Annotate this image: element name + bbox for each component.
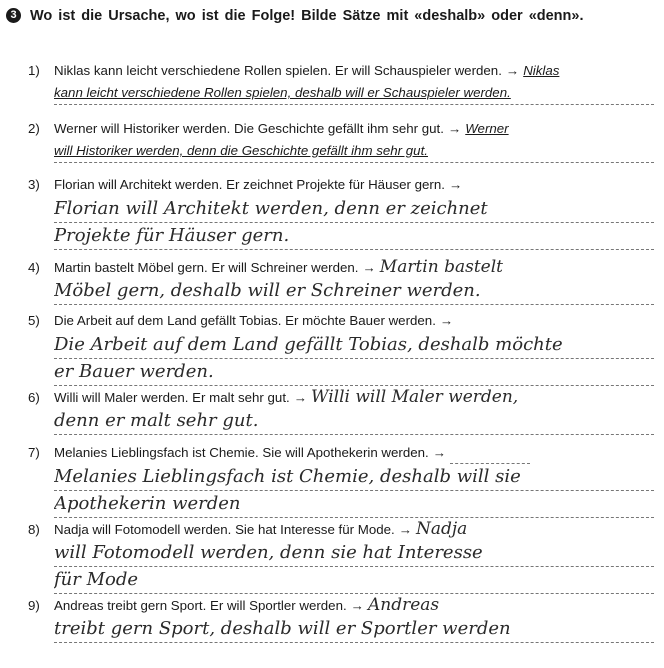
exercise-number: 1) bbox=[28, 63, 40, 78]
exercise-prompt: Andreas treibt gern Sport. Er will Sportler werden. bbox=[54, 598, 347, 613]
answer-line: Projekte für Häuser gern. bbox=[54, 223, 654, 250]
exercise-number: 5) bbox=[28, 313, 40, 328]
answer-line: will Historiker werden, denn die Geschichte gefällt ihm sehr gut. bbox=[54, 140, 654, 163]
exercise-number: 4) bbox=[28, 260, 40, 275]
answer-start: Andreas bbox=[367, 595, 440, 615]
answer-start: Willi will Maler werden, bbox=[311, 387, 519, 407]
arrow-icon: → bbox=[398, 522, 413, 537]
exercise-prompt: Die Arbeit auf dem Land gefällt Tobias. Er möchte Bauer werden. bbox=[54, 313, 436, 328]
exercise-prompt: Nadja will Fotomodell werden. Sie hat Interesse für Mode. bbox=[54, 522, 395, 537]
exercise-number: 3) bbox=[28, 177, 40, 192]
answer-start: Werner bbox=[465, 121, 509, 136]
answer-start: Martin bastelt bbox=[379, 257, 503, 277]
exercise-number: 2) bbox=[28, 121, 40, 136]
task-number-badge: 3 bbox=[6, 8, 21, 23]
answer-line: Apothekerin werden bbox=[54, 491, 654, 518]
arrow-icon: → bbox=[439, 313, 454, 328]
exercise-number: 6) bbox=[28, 390, 40, 405]
arrow-icon: → bbox=[505, 63, 520, 78]
exercise-5 bbox=[28, 310, 654, 386]
task-instruction: Wo ist die Ursache, wo ist die Folge! Bilde Sätze mit «deshalb» oder «denn». bbox=[30, 8, 584, 24]
exercise-prompt: Willi will Maler werden. Er malt sehr gut. bbox=[54, 390, 290, 405]
answer-line: will Fotomodell werden, denn sie hat Interesse bbox=[54, 540, 654, 567]
arrow-icon: → bbox=[448, 177, 463, 192]
arrow-icon: → bbox=[432, 445, 447, 460]
exercise-prompt: Werner will Historiker werden. Die Geschichte gefällt ihm sehr gut. bbox=[54, 121, 444, 136]
answer-line: für Mode bbox=[54, 567, 654, 594]
exercise-6 bbox=[28, 386, 654, 435]
answer-line: Florian will Architekt werden, denn er zeichnet bbox=[54, 196, 654, 223]
exercise-2 bbox=[28, 118, 654, 163]
exercise-4 bbox=[28, 256, 654, 305]
exercise-number: 8) bbox=[28, 522, 40, 537]
exercise-number: 7) bbox=[28, 445, 40, 460]
arrow-icon: → bbox=[447, 121, 462, 136]
answer-line: denn er malt sehr gut. bbox=[54, 408, 654, 435]
arrow-icon: → bbox=[293, 390, 308, 405]
exercise-prompt: Florian will Architekt werden. Er zeichnet Projekte für Häuser gern. bbox=[54, 177, 445, 192]
answer-line: kann leicht verschiedene Rollen spielen, deshalb will er Schauspieler werden. bbox=[54, 82, 654, 105]
exercise-prompt: Martin bastelt Möbel gern. Er will Schreiner werden. bbox=[54, 260, 359, 275]
answer-start: Niklas bbox=[523, 63, 560, 78]
exercise-3 bbox=[28, 174, 654, 250]
arrow-icon: → bbox=[362, 260, 376, 275]
exercise-8 bbox=[28, 518, 654, 594]
answer-line: treibt gern Sport, deshalb will er Sportler werden bbox=[54, 616, 654, 643]
answer-line: Die Arbeit auf dem Land gefällt Tobias, deshalb möchte bbox=[54, 332, 654, 359]
exercise-7 bbox=[28, 442, 654, 518]
answer-line: Melanies Lieblingsfach ist Chemie, deshalb will sie bbox=[54, 464, 654, 491]
exercise-1 bbox=[28, 60, 654, 105]
answer-line: er Bauer werden. bbox=[54, 359, 654, 386]
exercise-9 bbox=[28, 594, 654, 643]
exercise-number: 9) bbox=[28, 598, 40, 613]
exercise-prompt: Melanies Lieblingsfach ist Chemie. Sie will Apothekerin werden. bbox=[54, 445, 429, 460]
arrow-icon: → bbox=[350, 598, 364, 613]
answer-start: Nadja bbox=[416, 519, 468, 539]
answer-line: Möbel gern, deshalb will er Schreiner werden. bbox=[54, 278, 654, 305]
exercise-prompt: Niklas kann leicht verschiedene Rollen spielen. Er will Schauspieler werden. bbox=[54, 63, 502, 78]
blank-line bbox=[450, 449, 530, 464]
